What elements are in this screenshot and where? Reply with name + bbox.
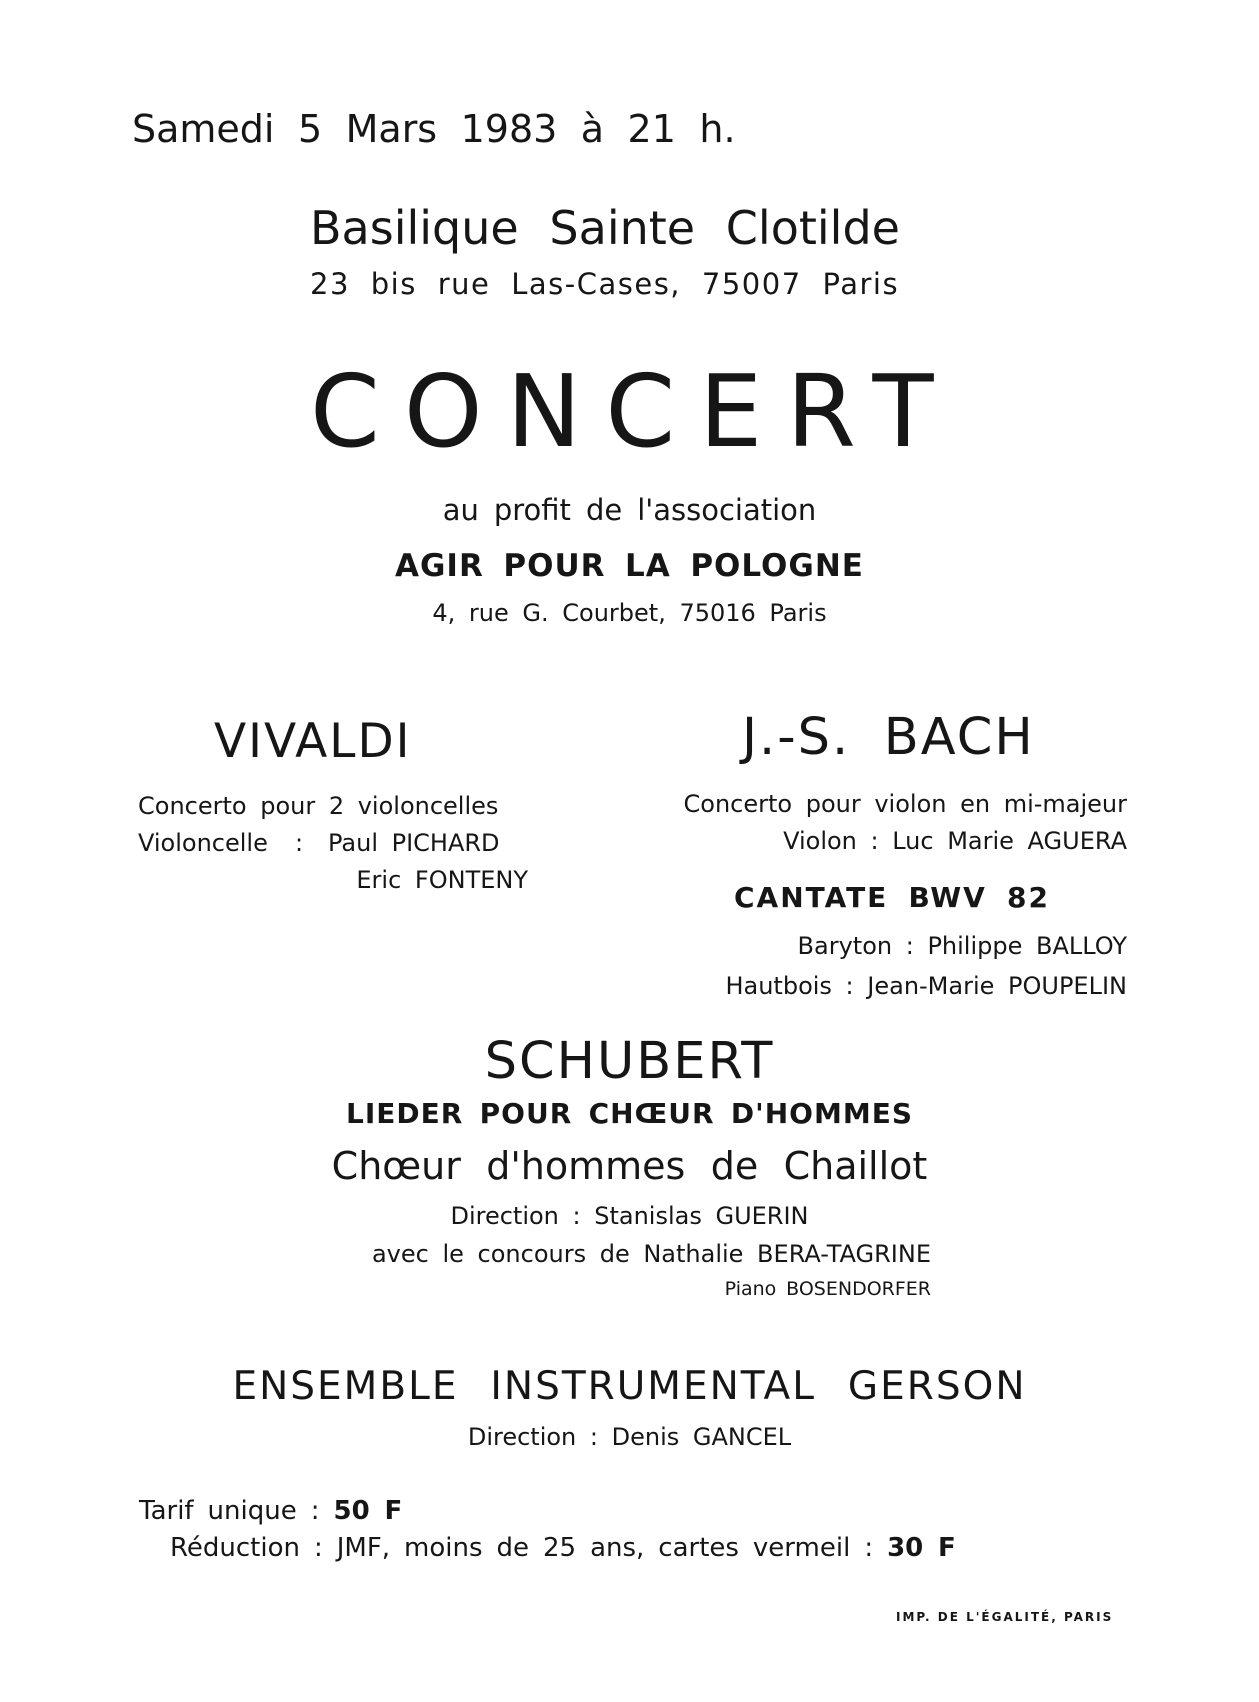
price-unique-sep: :: [310, 1496, 320, 1526]
event-date: Samedi 5 Mars 1983 à 21 h.: [132, 107, 736, 151]
bach-hautbois: Hautbois : Jean-Marie POUPELIN: [725, 972, 1127, 1000]
price-unique-label: Tarif unique: [139, 1496, 297, 1526]
composer-schubert: SCHUBERT: [484, 1032, 775, 1091]
price-reduction-value: 30 F: [887, 1533, 956, 1563]
schubert-work: LIEDER POUR CHŒUR D'HOMMES: [345, 1097, 913, 1130]
vivaldi-sep: :: [295, 829, 304, 857]
schubert-choir: Chœur d'hommes de Chaillot: [331, 1144, 928, 1188]
schubert-piano: Piano BOSENDORFER: [724, 1278, 931, 1300]
ensemble-direction: Direction : Denis GANCEL: [467, 1423, 792, 1451]
composer-vivaldi: VIVALDI: [214, 714, 412, 769]
venue-address: 23 bis rue Las-Cases, 75007 Paris: [310, 267, 900, 301]
price-reduction-detail: JMF, moins de 25 ans, cartes vermeil: [336, 1533, 851, 1563]
association-address: 4, rue G. Courbet, 75016 Paris: [432, 599, 827, 627]
price-reduction-label: Réduction: [170, 1533, 300, 1563]
bach-baryton: Baryton : Philippe BALLOY: [797, 932, 1127, 960]
schubert-with: avec le concours de Nathalie BERA-TAGRINE: [371, 1240, 931, 1268]
price-reduction-sep-2: :: [864, 1533, 874, 1563]
composer-bach: J.-S. BACH: [742, 708, 1035, 767]
bach-violin: Violon : Luc Marie AGUERA: [783, 827, 1127, 855]
bach-cantata: CANTATE BWV 82: [734, 881, 1050, 914]
benefit-intro: au profit de l'association: [442, 493, 817, 527]
printer-credit: IMP. DE L'ÉGALITÉ, PARIS: [896, 1610, 1114, 1624]
poster-title: CONCERT: [310, 353, 958, 470]
vivaldi-work: Concerto pour 2 violoncelles: [138, 792, 499, 820]
venue-name: Basilique Sainte Clotilde: [310, 201, 900, 255]
bach-work: Concerto pour violon en mi-majeur: [683, 790, 1127, 818]
vivaldi-performer-2: Eric FONTENY: [356, 866, 528, 894]
ensemble-name: ENSEMBLE INSTRUMENTAL GERSON: [232, 1364, 1027, 1409]
association-name: AGIR POUR LA POLOGNE: [395, 548, 864, 584]
price-reduction: [170, 1535, 956, 1561]
schubert-direction: Direction : Stanislas GUERIN: [450, 1202, 809, 1230]
vivaldi-role: Violoncelle: [138, 829, 268, 857]
vivaldi-performer-1: Paul PICHARD: [328, 829, 500, 857]
price-unique-value: 50 F: [333, 1496, 403, 1526]
price-unique: [139, 1498, 402, 1524]
price-reduction-sep: :: [313, 1533, 323, 1563]
